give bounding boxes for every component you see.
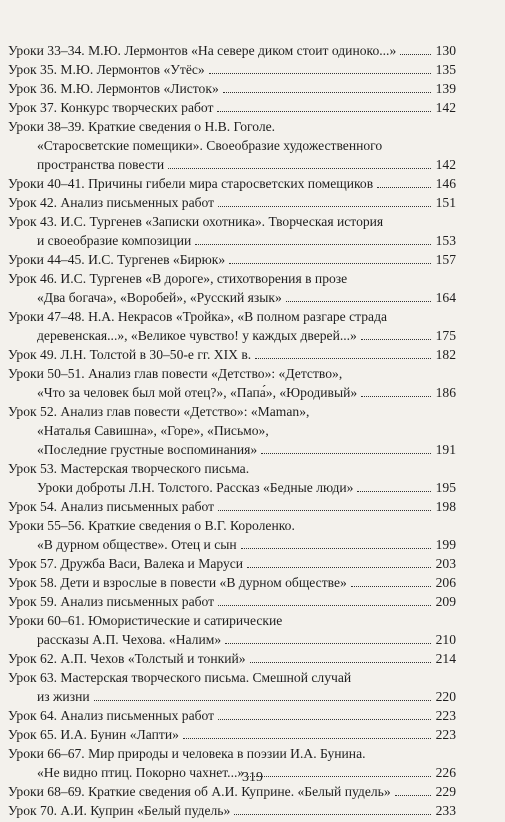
dot-leader [94,699,431,701]
toc-entry-last-line [8,231,456,250]
toc-entry-line [8,307,456,326]
toc-page-number: 223 [435,708,456,723]
toc-entry-text: и своеобразие композиции [37,233,192,248]
toc-page-number: 209 [435,594,456,609]
toc-entry-text: Уроки 44–45. И.С. Тургенев «Бирюк» [8,252,226,267]
dot-leader [217,110,431,112]
toc-entry-text: «Не видно птиц. Покорно чахнет...» [37,765,245,780]
toc-entry-line [8,611,456,630]
toc-entry-text: Урок 49. Л.Н. Толстой в 30–50-е гг. XIX в. [8,347,252,362]
toc-page-number: 175 [435,328,456,343]
toc-page-number: 195 [435,480,456,495]
toc-entry [8,668,456,706]
toc-entry [8,193,456,212]
toc-entry-text: Урок 59. Анализ письменных работ [8,594,215,609]
toc-entry-text: «Старосветские помещики». Своеобразие художественного [37,138,383,153]
toc-entry-text: Урок 42. Анализ письменных работ [8,195,215,210]
toc-entry-text: Урок 62. А.П. Чехов «Толстый и тонкий» [8,651,246,666]
toc-page-number: 164 [435,290,456,305]
dot-leader [400,53,431,55]
toc-entry-last-line [8,250,456,269]
dot-leader [183,737,431,739]
dot-leader [218,604,431,606]
toc-entry-last-line [8,725,456,744]
toc-entry-text: Урок 70. А.И. Куприн «Белый пудель» [8,803,231,818]
toc-entry-text: Урок 58. Дети и взрослые в повести «В дурном обществе» [8,575,347,590]
toc-entry-line [8,459,456,478]
toc-entry-text: Урок 35. М.Ю. Лермонтов «Утёс» [8,62,205,77]
toc-entry-line [8,516,456,535]
toc-page-number: 203 [435,556,456,571]
toc-entry-last-line [8,288,456,307]
toc-entry-last-line [8,535,456,554]
toc-entry-last-line [8,497,456,516]
toc-entry-line [8,117,456,136]
toc-entry-text: Урок 53. Мастерская творческого письма. [8,461,250,476]
dot-leader [255,357,431,359]
dot-leader [234,813,431,815]
toc-entry-line [8,212,456,231]
toc-entry [8,250,456,269]
dot-leader [168,167,431,169]
dot-leader [361,338,431,340]
toc-page-number: 198 [435,499,456,514]
toc-entry-last-line [8,592,456,611]
toc-entry [8,98,456,117]
toc-entry-text: Уроки 68–69. Краткие сведения об А.И. Куприне. «Белый пудель» [8,784,391,799]
toc-page-number: 206 [435,575,456,590]
toc-entry-text: рассказы А.П. Чехова. «Налим» [37,632,222,647]
dot-leader [395,794,431,796]
toc-entry-text: «Наталья Савишна», «Горе», «Письмо», [37,423,269,438]
toc-entry-text: Уроки доброты Л.Н. Толстого. Рассказ «Бедные люди» [37,480,354,495]
toc-entry [8,592,456,611]
toc-page-number: 130 [435,43,456,58]
toc-entry-last-line [8,706,456,725]
toc-page-number: 191 [435,442,456,457]
toc-entry [8,41,456,60]
toc-page-number: 223 [435,727,456,742]
toc-page-number: 142 [435,157,456,172]
toc-page-number: 142 [435,100,456,115]
toc-entry-last-line [8,440,456,459]
toc-entry-last-line [8,79,456,98]
toc-entry-last-line [8,41,456,60]
dot-leader [209,72,431,74]
toc-entry-last-line [8,801,456,820]
toc-entry-text: из жизни [37,689,90,704]
toc-entry-last-line [8,98,456,117]
toc-entry-last-line [8,383,456,402]
dot-leader [377,186,431,188]
table-of-contents [8,41,456,820]
toc-entry-text: Урок 52. Анализ глав повести «Детство»: «Maman», [8,404,310,419]
toc-entry [8,402,456,459]
toc-entry-text: Уроки 33–34. М.Ю. Лермонтов «На севере диком стоит одиноко...» [8,43,397,58]
dot-leader [218,718,431,720]
toc-entry-text: Урок 37. Конкурс творческих работ [8,100,214,115]
toc-entry-last-line [8,478,456,497]
toc-entry-last-line [8,630,456,649]
toc-entry-text: Урок 63. Мастерская творческого письма. Смешной случай [8,670,352,685]
toc-entry [8,516,456,554]
toc-entry [8,573,456,592]
dot-leader [247,566,431,568]
toc-page-number: 151 [435,195,456,210]
toc-page-number: 186 [435,385,456,400]
toc-page-number: 199 [435,537,456,552]
toc-entry-text: Урок 65. И.А. Бунин «Лапти» [8,727,179,742]
toc-entry-line [8,421,456,440]
dot-leader [361,395,431,397]
toc-entry-last-line [8,345,456,364]
toc-page-number: 139 [435,81,456,96]
toc-entry-text: «Последние грустные воспоминания» [37,442,258,457]
toc-page-number: 220 [435,689,456,704]
toc-entry-last-line [8,573,456,592]
dot-leader [225,642,431,644]
toc-entry-text: Уроки 38–39. Краткие сведения о Н.В. Гоголе. [8,119,276,134]
toc-entry-text: Урок 57. Дружба Васи, Валека и Маруси [8,556,244,571]
toc-entry-text: «Что за человек был мой отец?», «Папа́», «Юродивый» [37,385,358,400]
toc-entry-text: Уроки 47–48. Н.А. Некрасов «Тройка», «В полном разгаре страда [8,309,388,324]
toc-entry-text: «Два богача», «Воробей», «Русский язык» [37,290,282,305]
toc-entry-text: Уроки 40–41. Причины гибели мира старосветских помещиков [8,176,374,191]
toc-entry-text: Урок 64. Анализ письменных работ [8,708,215,723]
toc-entry [8,725,456,744]
toc-entry-text: Урок 36. М.Ю. Лермонтов «Листок» [8,81,219,96]
toc-entry [8,269,456,307]
toc-entry-text: Урок 54. Анализ письменных работ [8,499,215,514]
toc-entry [8,801,456,820]
toc-entry [8,554,456,573]
toc-entry-text: Урок 46. И.С. Тургенев «В дороге», стихотворения в прозе [8,271,348,286]
dot-leader [223,91,431,93]
toc-entry [8,60,456,79]
toc-entry-last-line [8,326,456,345]
toc-entry-line [8,269,456,288]
toc-entry-line [8,364,456,383]
toc-entry-last-line [8,649,456,668]
dot-leader [261,452,431,454]
toc-page-number: 146 [435,176,456,191]
toc-entry-last-line [8,155,456,174]
toc-page-number: 182 [435,347,456,362]
toc-page-number: 135 [435,62,456,77]
toc-entry-text: пространства повести [37,157,165,172]
dot-leader [218,205,431,207]
toc-page-number: 233 [435,803,456,818]
toc-entry-text: деревенская...», «Великое чувство! у каждых дверей...» [37,328,357,343]
toc-entry-text: Уроки 55–56. Краткие сведения о В.Г. Короленко. [8,518,295,533]
dot-leader [250,661,431,663]
page-number: 319 [242,770,263,785]
toc-entry-last-line [8,174,456,193]
toc-page-number: 157 [435,252,456,267]
dot-leader [357,490,431,492]
toc-entry [8,307,456,345]
toc-entry [8,649,456,668]
toc-entry [8,345,456,364]
toc-entry-text: Уроки 66–67. Мир природы и человека в поэзии И.А. Бунина. [8,746,366,761]
toc-entry-line [8,668,456,687]
toc-entry [8,79,456,98]
toc-entry [8,364,456,402]
toc-entry-last-line [8,687,456,706]
toc-entry-line [8,402,456,421]
toc-entry [8,706,456,725]
toc-entry-line [8,136,456,155]
toc-entry [8,611,456,649]
dot-leader [218,509,431,511]
toc-page-number: 210 [435,632,456,647]
toc-entry-text: Уроки 60–61. Юмористические и сатирические [8,613,283,628]
toc-entry [8,174,456,193]
dot-leader [195,243,431,245]
toc-page-number: 226 [435,765,456,780]
toc-page-number: 229 [435,784,456,799]
toc-entry [8,497,456,516]
toc-entry-last-line [8,193,456,212]
toc-page-number: 214 [435,651,456,666]
toc-entry [8,117,456,174]
dot-leader [241,547,431,549]
dot-leader [286,300,431,302]
toc-entry [8,212,456,250]
toc-entry-last-line [8,554,456,573]
dot-leader [351,585,431,587]
toc-entry-last-line [8,60,456,79]
toc-page-number: 153 [435,233,456,248]
toc-entry [8,459,456,497]
toc-entry-text: Уроки 50–51. Анализ глав повести «Детство»: «Детство», [8,366,343,381]
dot-leader [229,262,431,264]
toc-entry-line [8,744,456,763]
toc-entry-text: Урок 43. И.С. Тургенев «Записки охотника». Творческая история [8,214,384,229]
toc-entry-text: «В дурном обществе». Отец и сын [37,537,237,552]
